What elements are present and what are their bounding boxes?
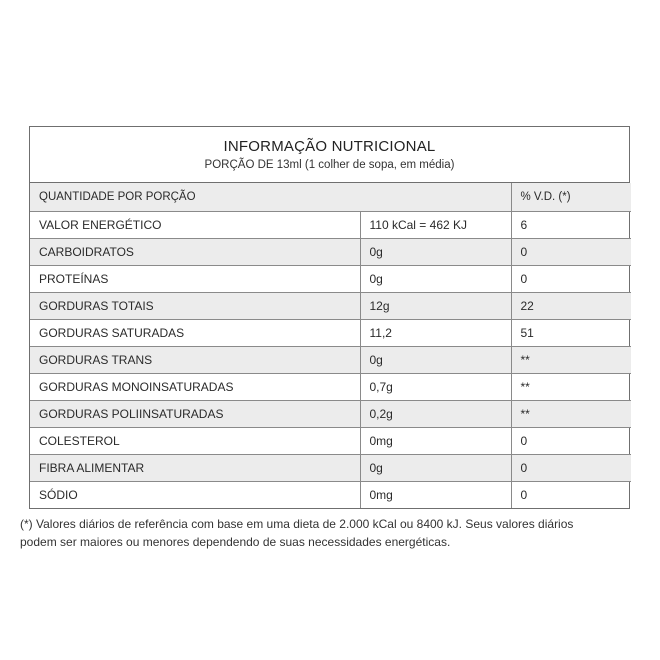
title-box	[30, 127, 629, 183]
nutrient-name: GORDURAS SATURADAS	[30, 319, 360, 346]
table-row	[30, 265, 631, 292]
nutrient-name: GORDURAS TRANS	[30, 346, 360, 373]
nutrient-name: PROTEÍNAS	[30, 265, 360, 292]
nutrient-dv: **	[511, 346, 631, 373]
table-row	[30, 454, 631, 481]
table-row	[30, 427, 631, 454]
nutrient-dv: 0	[511, 427, 631, 454]
nutrient-dv: 51	[511, 319, 631, 346]
footnote	[20, 515, 640, 551]
header-quantity: QUANTIDADE POR PORÇÃO	[30, 183, 511, 211]
table-row	[30, 211, 631, 238]
nutrient-name: GORDURAS MONOINSATURADAS	[30, 373, 360, 400]
nutrition-table	[30, 183, 631, 508]
nutrient-name: GORDURAS TOTAIS	[30, 292, 360, 319]
table-row	[30, 238, 631, 265]
nutrient-amount: 11,2	[360, 319, 511, 346]
nutrient-name: GORDURAS POLIINSATURADAS	[30, 400, 360, 427]
table-row	[30, 400, 631, 427]
nutrient-name: VALOR ENERGÉTICO	[30, 211, 360, 238]
nutrient-amount: 12g	[360, 292, 511, 319]
nutrient-dv: 0	[511, 481, 631, 508]
nutrient-name: CARBOIDRATOS	[30, 238, 360, 265]
nutrient-dv: **	[511, 400, 631, 427]
nutrient-amount: 0g	[360, 265, 511, 292]
label-title: INFORMAÇÃO NUTRICIONAL	[223, 138, 436, 155]
nutrient-amount: 0g	[360, 454, 511, 481]
nutrient-amount: 0,7g	[360, 373, 511, 400]
nutrient-dv: 22	[511, 292, 631, 319]
footnote-line-1: (*) Valores diários de referência com base em uma dieta de 2.000 kCal ou 8400 kJ. Seus valores diários	[20, 517, 574, 531]
table-row	[30, 292, 631, 319]
nutrient-dv: **	[511, 373, 631, 400]
nutrient-amount: 0g	[360, 238, 511, 265]
nutrient-dv: 6	[511, 211, 631, 238]
table-header-row	[30, 183, 631, 211]
nutrient-name: COLESTEROL	[30, 427, 360, 454]
nutrient-dv: 0	[511, 238, 631, 265]
nutrient-dv: 0	[511, 265, 631, 292]
nutrient-amount: 110 kCal = 462 KJ	[360, 211, 511, 238]
table-row	[30, 373, 631, 400]
nutrient-amount: 0,2g	[360, 400, 511, 427]
nutrient-dv: 0	[511, 454, 631, 481]
table-row	[30, 481, 631, 508]
table-row	[30, 346, 631, 373]
nutrient-name: FIBRA ALIMENTAR	[30, 454, 360, 481]
header-dv: % V.D. (*)	[511, 183, 631, 211]
nutrient-amount: 0mg	[360, 427, 511, 454]
table-row	[30, 319, 631, 346]
footnote-line-2: podem ser maiores ou menores dependendo de suas necessidades energéticas.	[20, 535, 451, 549]
nutrient-amount: 0mg	[360, 481, 511, 508]
serving-size: PORÇÃO DE 13ml (1 colher de sopa, em média)	[204, 159, 455, 171]
nutrition-facts-panel	[29, 126, 630, 509]
nutrient-amount: 0g	[360, 346, 511, 373]
nutrient-name: SÓDIO	[30, 481, 360, 508]
